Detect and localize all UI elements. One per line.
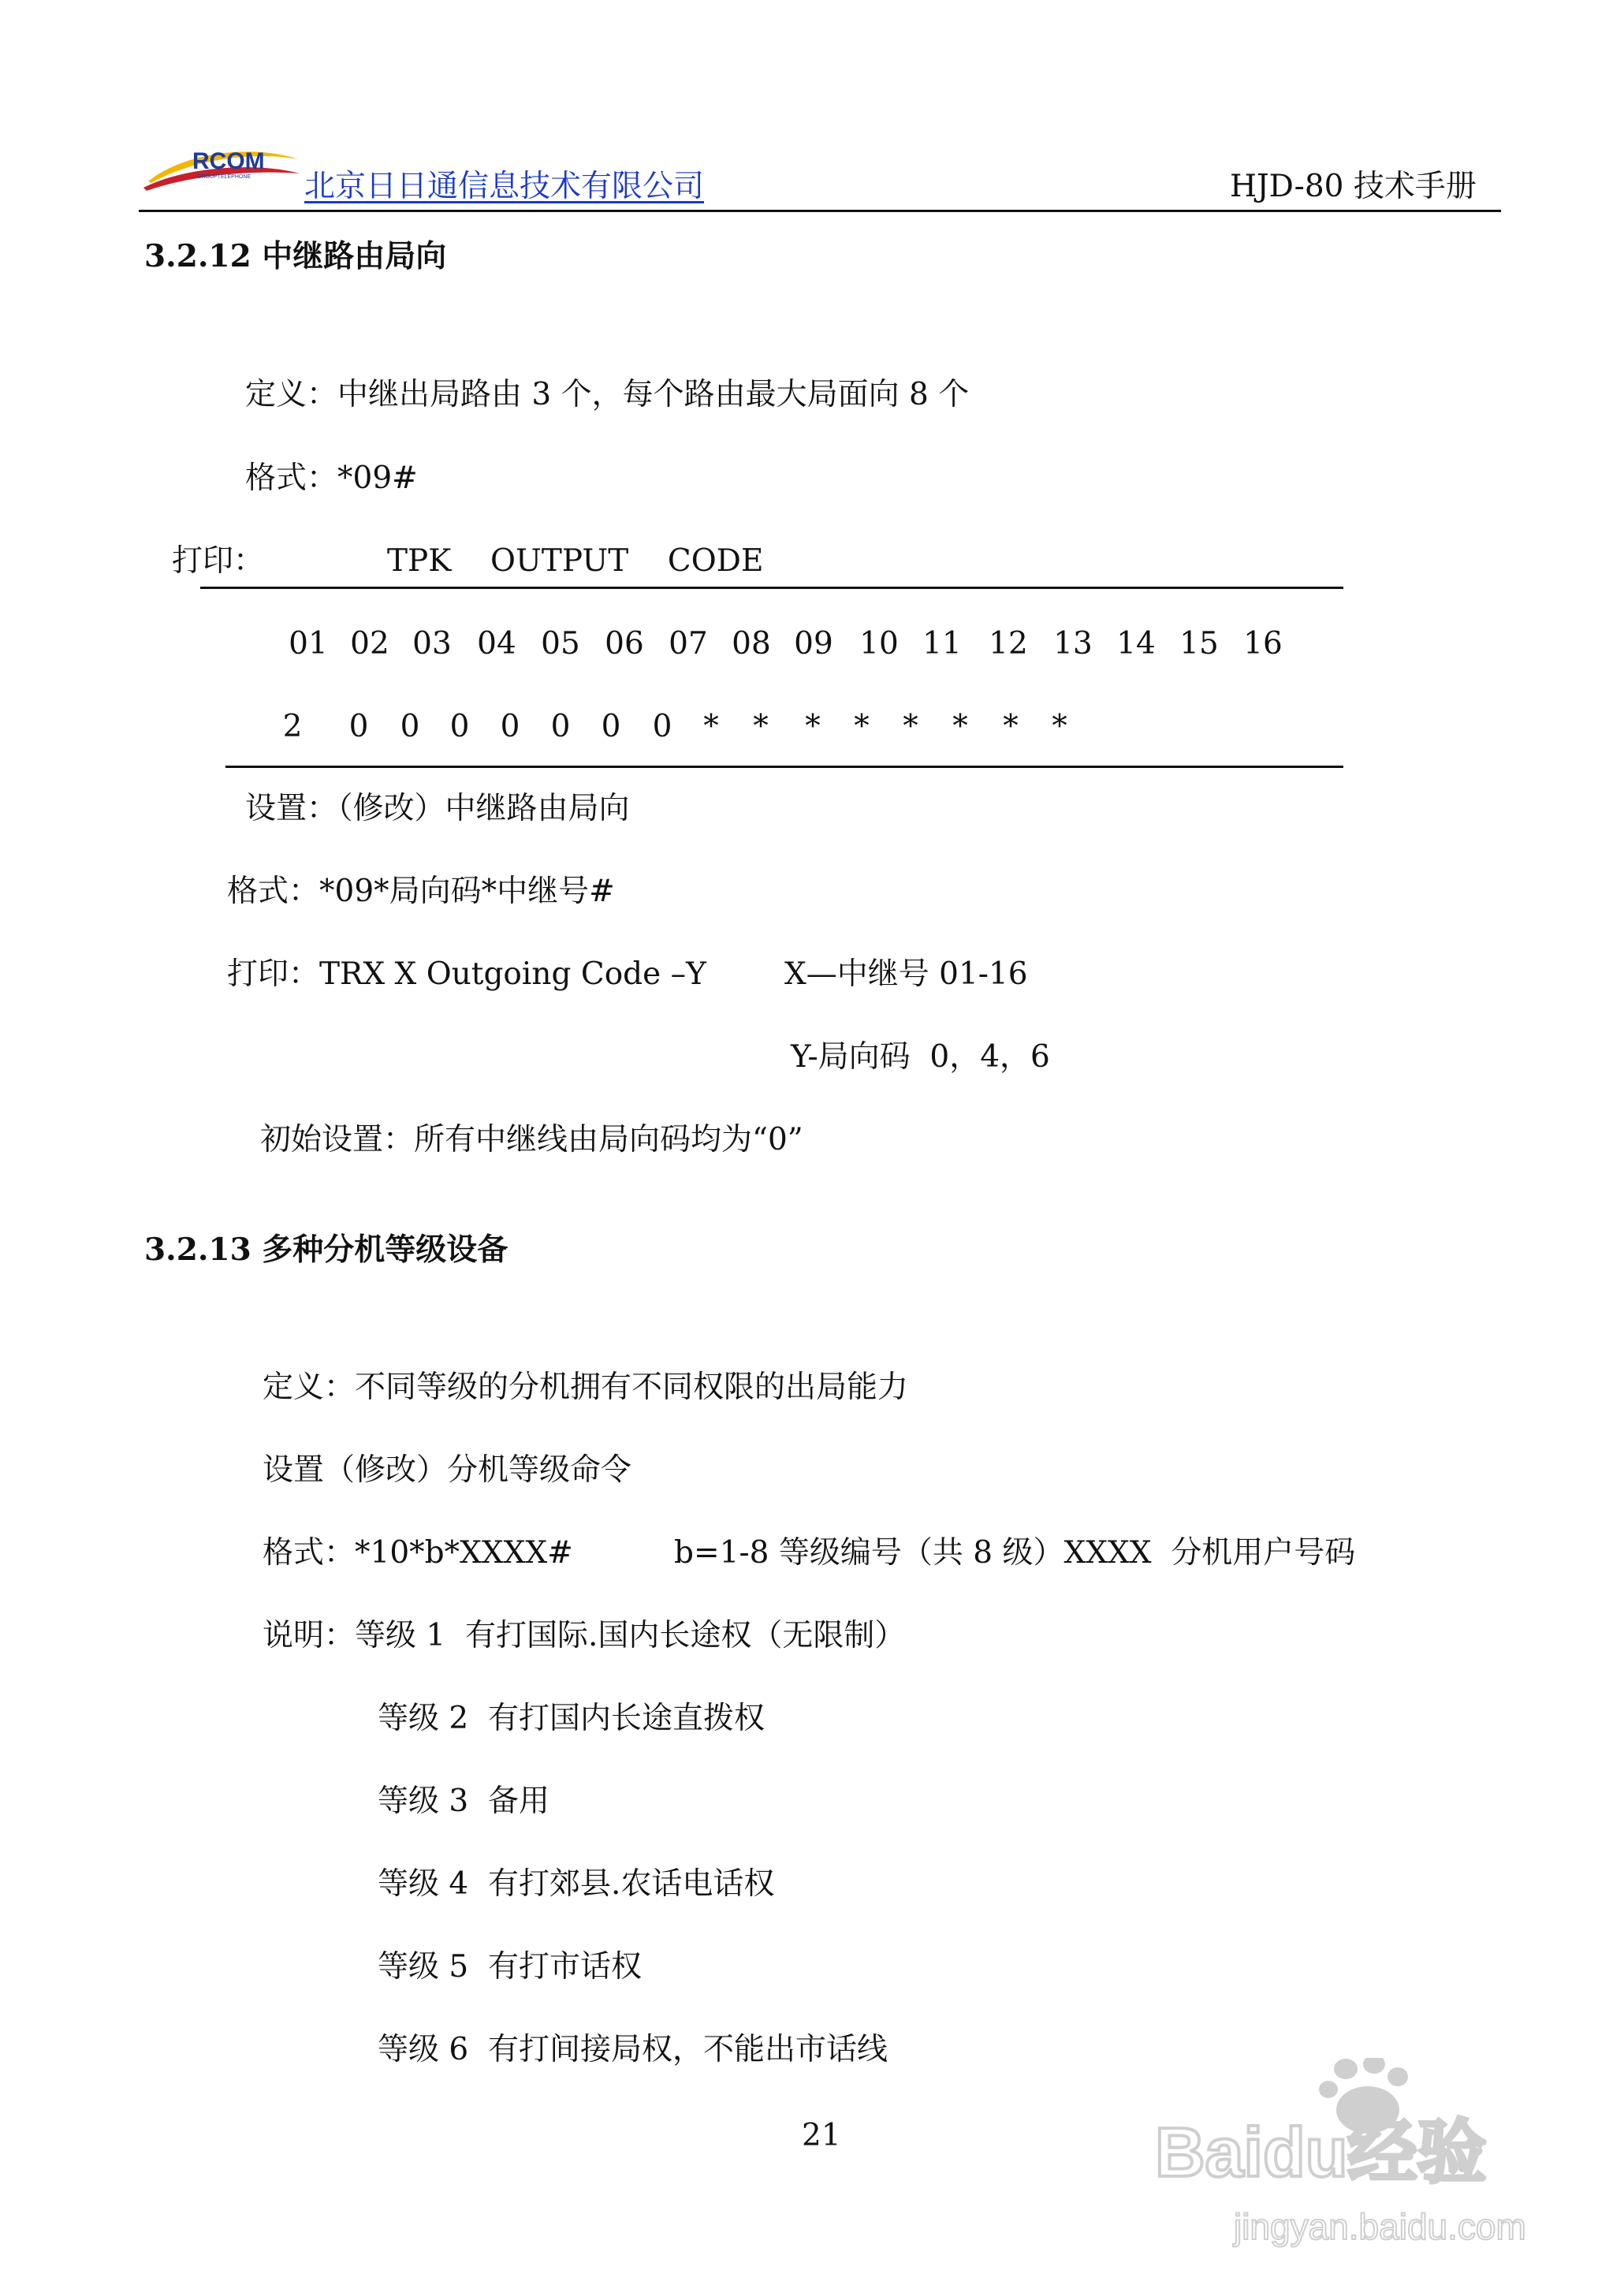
watermark-brand: Baidu经验 (1155, 2113, 1487, 2191)
company-name[interactable]: 北京日日通信息技术有限公司 (304, 169, 705, 204)
outgoing-code-cell: * (1003, 709, 1019, 744)
trunk-number-cell: 13 (1053, 626, 1093, 662)
outgoing-code-cell: * (1052, 709, 1067, 744)
level-item: 等级 4 有打郊县.农话电话权 (378, 1866, 775, 1902)
format-text: 格式：*09# (245, 460, 418, 496)
trunk-number-cell: 09 (794, 626, 833, 662)
outgoing-code-cell: * (903, 709, 918, 744)
format-note: b=1-8 等级编号（共 8 级）XXXX 分机用户号码 (674, 1535, 1356, 1571)
outgoing-code-cell: 0 (550, 709, 571, 744)
trunk-number-cell: 15 (1179, 626, 1219, 662)
trunk-number-cell: 10 (859, 626, 899, 662)
set-line: 设置：（修改）中继路由局向 (245, 791, 630, 826)
set-print: 打印：TRX X Outgoing Code –Y (227, 956, 706, 992)
table-bottom-rule (225, 766, 1343, 768)
outgoing-code-cell: 0 (601, 709, 621, 744)
logo-subtext: GROUPTELEPHONE (197, 174, 251, 180)
outgoing-code-cell: 0 (400, 709, 420, 744)
format-text-2: 格式：*10*b*XXXX# (263, 1535, 573, 1571)
trunk-number-cell: 07 (669, 626, 708, 662)
baidu-jingyan-watermark (1147, 2058, 1557, 2263)
explain-text: 说明：等级 1 有打国际.国内长途权（无限制） (263, 1618, 906, 1653)
trunk-number-cell: 12 (989, 626, 1028, 662)
trunk-number-cell: 11 (922, 626, 962, 662)
trunk-number-cell: 05 (541, 626, 580, 662)
page-number: 21 (802, 2118, 841, 2153)
rcom-logo (140, 142, 303, 197)
initial-setting: 初始设置：所有中继线由局向码均为“0” (260, 1122, 803, 1157)
set-command: 设置（修改）分机等级命令 (263, 1452, 632, 1488)
trunk-number-cell: 03 (412, 626, 452, 662)
trunk-number-cell: 08 (732, 626, 771, 662)
outgoing-code-row (0, 708, 1624, 746)
outgoing-code-cell: 2 (282, 709, 303, 744)
level-item: 等级 3 备用 (378, 1784, 550, 1819)
print-title: TPK OUTPUT CODE (387, 543, 764, 579)
set-format: 格式：*09*局向码*中继号# (227, 874, 615, 909)
note-x: X—中继号 01-16 (784, 956, 1028, 992)
trunk-number-cell: 06 (605, 626, 644, 662)
trunk-number-cell: 14 (1116, 626, 1156, 662)
definition-text: 定义：中继出局路由 3 个，每个路由最大局面向 8 个 (245, 377, 970, 412)
trunk-number-cell: 04 (477, 626, 516, 662)
header-rule (139, 210, 1501, 212)
outgoing-code-cell: 0 (500, 709, 520, 744)
section-heading-3-2-13: 3.2.13 多种分机等级设备 (144, 1232, 508, 1268)
watermark-url: jingyan.baidu.com (1234, 2206, 1526, 2247)
outgoing-code-cell: * (703, 709, 719, 744)
definition-text-2: 定义：不同等级的分机拥有不同权限的出局能力 (263, 1370, 909, 1405)
logo-text: RCOM (192, 148, 265, 174)
section-heading-3-2-12: 3.2.12 中继路由局向 (144, 238, 447, 274)
outgoing-code-cell: * (854, 709, 870, 744)
level-item: 等级 6 有打间接局权，不能出市话线 (378, 2032, 888, 2067)
outgoing-code-cell: * (952, 709, 968, 744)
outgoing-code-cell: 0 (348, 709, 369, 744)
outgoing-code-cell: * (805, 709, 821, 744)
trunk-number-cell: 16 (1243, 626, 1283, 662)
outgoing-code-cell: 0 (652, 709, 672, 744)
trunk-number-cell: 01 (289, 626, 328, 662)
trunk-number-row (0, 625, 1624, 663)
note-y: Y-局向码 0，4，6 (791, 1039, 1050, 1075)
level-item: 等级 2 有打国内长途直拨权 (378, 1701, 765, 1736)
outgoing-code-cell: * (753, 709, 769, 744)
manual-title: HJD-80 技术手册 (1230, 169, 1477, 204)
level-item: 等级 5 有打市话权 (378, 1949, 643, 1985)
trunk-number-cell: 02 (350, 626, 389, 662)
table-top-rule (200, 587, 1343, 589)
print-label: 打印： (172, 543, 265, 579)
outgoing-code-cell: 0 (449, 709, 470, 744)
